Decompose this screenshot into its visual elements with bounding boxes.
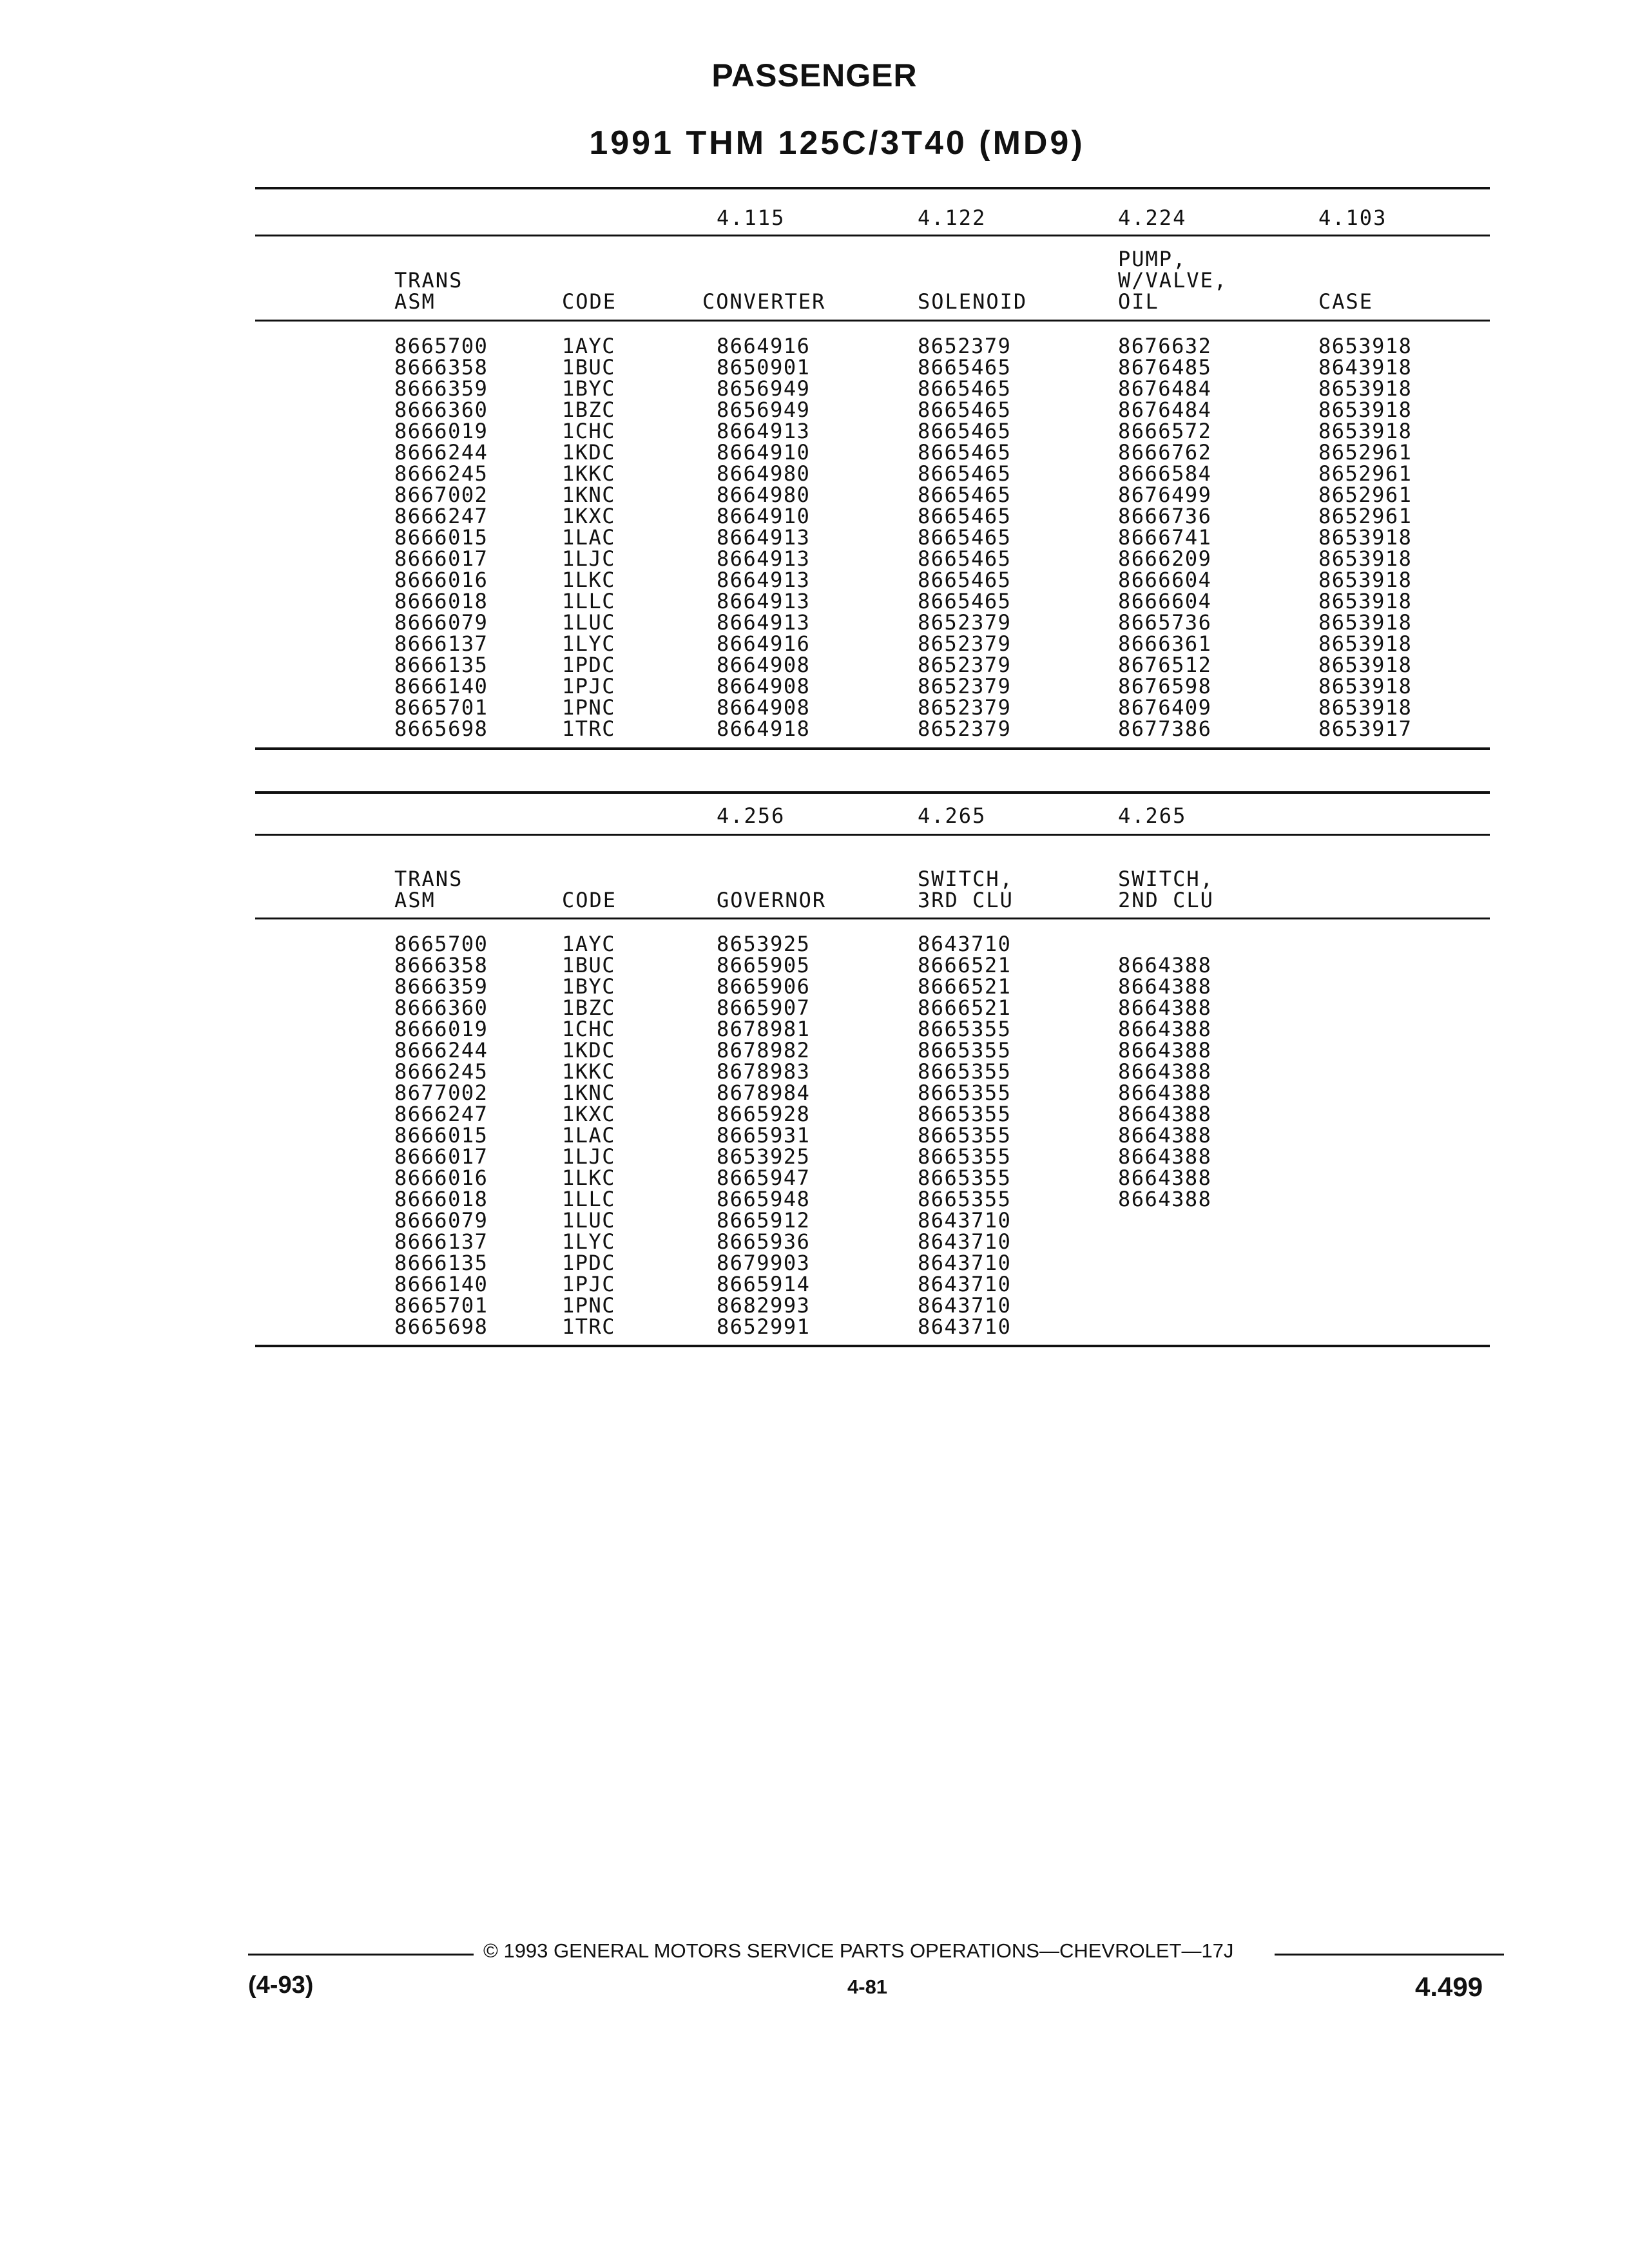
table-cell: 8652991 [717,1314,811,1339]
table-cell: 8652379 [918,695,1012,720]
footer-section-number: 4.499 [1415,1972,1483,2002]
table-2-group-rule [255,834,1490,836]
table-cell: 8666604 [1118,589,1212,613]
table-cell: 8665465 [918,398,1012,422]
table-cell: 8664388 [1118,953,1212,977]
table-cell: 8678982 [717,1038,811,1062]
table-cell: 1AYC [562,334,616,358]
table-cell: 1KNC [562,1081,616,1105]
table-cell: 8666358 [394,953,488,977]
table-cell: 8666521 [918,995,1012,1020]
table-cell: 8678984 [717,1081,811,1105]
table-cell: 8666018 [394,589,488,613]
table-cell: 8666359 [394,376,488,401]
table-cell: 8664908 [717,674,811,698]
column-trans-asm [394,934,488,1338]
table-cell: 8676499 [1118,483,1212,507]
table-cell: 8652961 [1318,440,1412,465]
table-cell: 8653918 [1318,568,1412,592]
table-cell: 8666360 [394,995,488,1020]
table-cell: 8666244 [394,440,488,465]
column-header-converter: CONVERTER [702,289,826,314]
table-cell: 1LLC [562,1187,616,1211]
table-cell: 8664913 [717,525,811,550]
table-cell: 8665355 [918,1081,1012,1105]
table-cell: 8666017 [394,546,488,571]
table-cell: 8666361 [1118,631,1212,656]
table-2-bottom-rule [255,1345,1490,1347]
footer-copyright: © 1993 GENERAL MOTORS SERVICE PARTS OPERATIONS—CHEVROLET—17J [483,1939,1234,1962]
table-cell: 1KDC [562,1038,616,1062]
table-cell: 1TRC [562,716,616,741]
table-cell: 8665355 [918,1144,1012,1169]
table-cell: 8664388 [1118,995,1212,1020]
table-cell: 8653925 [717,1144,811,1169]
table-cell: 8666244 [394,1038,488,1062]
table-cell: 8667002 [394,483,488,507]
table-cell: 8650901 [717,355,811,380]
table-cell: 8682993 [717,1293,811,1318]
table-cell: 8665465 [918,355,1012,380]
table-cell [1118,1210,1211,1231]
table-cell: 1PJC [562,1272,616,1296]
table-cell: 8652379 [918,653,1012,677]
table-cell: 8665355 [918,1123,1012,1148]
table-cell [1118,934,1211,955]
table-cell: 8666741 [1118,525,1212,550]
table-cell: 1LUC [562,1208,616,1233]
column-header-trans-asm: TRANS ASM [394,867,463,912]
column-header-code: CODE [562,289,617,314]
table-cell: 8664908 [717,653,811,677]
table-cell: 8665701 [394,1293,488,1318]
table-cell: 8666135 [394,1251,488,1275]
table-cell [1118,1274,1211,1295]
table-cell: 1LKC [562,568,616,592]
group-number: 4.256 [717,803,786,828]
table-cell: 8664388 [1118,1059,1212,1084]
table-cell: 8664388 [1118,1144,1212,1169]
column-header-solenoid: SOLENOID [918,289,1028,314]
column-code [562,934,615,1338]
table-cell: 8665465 [918,546,1012,571]
table-cell: 1LLC [562,589,616,613]
table-cell: 8653918 [1318,653,1412,677]
table-cell: 8666019 [394,1017,488,1041]
table-cell: 8653918 [1318,398,1412,422]
table-cell: 1LYC [562,1229,616,1254]
table-cell: 8653918 [1318,589,1412,613]
column-converter [717,336,810,740]
table-cell: 8666247 [394,504,488,528]
table-cell: 8676632 [1118,334,1212,358]
table-cell: 1TRC [562,1314,616,1339]
table-cell: 8643918 [1318,355,1412,380]
table-cell: 8664913 [717,610,811,635]
table-cell: 8676512 [1118,653,1212,677]
table-cell: 8665355 [918,1059,1012,1084]
table-cell: 1BYC [562,974,616,999]
table-cell: 1LAC [562,525,616,550]
table-cell: 8652379 [918,334,1012,358]
table-cell: 1KXC [562,1102,616,1126]
table-cell: 8664980 [717,461,811,486]
table-cell: 8666015 [394,525,488,550]
table-cell: 8676409 [1118,695,1212,720]
page-category: PASSENGER [711,57,918,93]
table-cell: 8666245 [394,1059,488,1084]
table-cell: 8664916 [717,334,811,358]
table-cell: 8664388 [1118,1166,1212,1190]
group-number: 4.122 [918,206,987,230]
column-switch-2nd-clu [1118,934,1211,1338]
table-cell: 8652961 [1318,461,1412,486]
table-cell: 8676484 [1118,398,1212,422]
table-cell: 1BUC [562,355,616,380]
table-cell: 8664918 [717,716,811,741]
table-cell: 8653917 [1318,716,1412,741]
table-cell: 8664913 [717,589,811,613]
table-1-bottom-rule [255,747,1490,750]
table-cell: 8653918 [1318,631,1412,656]
table-cell: 8666762 [1118,440,1212,465]
footer-rule-left [248,1954,474,1956]
table-cell [1118,1316,1211,1338]
table-cell: 8665465 [918,440,1012,465]
table-cell: 8665906 [717,974,811,999]
table-cell: 8643710 [918,1293,1012,1318]
table-cell: 8666209 [1118,546,1212,571]
table-cell: 8666135 [394,653,488,677]
table-cell: 8665700 [394,932,488,956]
table-cell: 8664388 [1118,974,1212,999]
table-cell: 8664388 [1118,1081,1212,1105]
table-cell: 8678981 [717,1017,811,1041]
table-cell: 8653918 [1318,674,1412,698]
table-2-header-rule [255,918,1490,919]
table-cell: 8676598 [1118,674,1212,698]
table-cell: 8664388 [1118,1123,1212,1148]
table-cell: 8666137 [394,1229,488,1254]
group-number: 4.265 [1118,803,1187,828]
table-cell: 8679903 [717,1251,811,1275]
table-cell [1118,1253,1211,1274]
table-cell: 8666016 [394,568,488,592]
group-number: 4.265 [918,803,987,828]
table-cell: 8665465 [918,504,1012,528]
table-cell: 8656949 [717,376,811,401]
column-header-trans-asm: TRANS ASM [394,268,463,314]
table-cell: 8665465 [918,483,1012,507]
table-cell: 8665465 [918,461,1012,486]
table-cell: 8665465 [918,589,1012,613]
table-cell: 8664913 [717,419,811,443]
table-1-header-rule [255,320,1490,322]
table-cell: 8665700 [394,334,488,358]
table-cell: 8665355 [918,1102,1012,1126]
table-cell: 8643710 [918,1272,1012,1296]
table-cell: 1AYC [562,932,616,956]
table-cell: 8666137 [394,631,488,656]
table-cell: 1KNC [562,483,616,507]
table-cell: 8652961 [1318,504,1412,528]
table-cell: 8643710 [918,1314,1012,1339]
column-governor [717,934,810,1338]
table-cell: 8653918 [1318,376,1412,401]
table-cell: 8666079 [394,1208,488,1233]
table-cell: 8666521 [918,974,1012,999]
table-cell: 1LKC [562,1166,616,1190]
table-cell: 8664916 [717,631,811,656]
table-cell: 1BYC [562,376,616,401]
footer-page-number: 4-81 [847,1975,888,1998]
table-cell: 8652379 [918,610,1012,635]
table-cell: 1BZC [562,398,616,422]
table-cell: 8664388 [1118,1038,1212,1062]
column-code [562,336,615,740]
footer-date-code: (4-93) [248,1972,314,1999]
table-cell: 8666245 [394,461,488,486]
table-cell: 8666572 [1118,419,1212,443]
table-1-top-rule [255,187,1490,189]
table-cell: 8665465 [918,525,1012,550]
table-cell: 8643710 [918,932,1012,956]
table-cell: 1CHC [562,1017,616,1041]
table-2-top-rule [255,791,1490,794]
table-cell: 8665928 [717,1102,811,1126]
group-number: 4.103 [1318,206,1387,230]
table-cell: 8653918 [1318,419,1412,443]
table-cell: 8643710 [918,1208,1012,1233]
table-cell: 8665465 [918,376,1012,401]
table-cell: 8664388 [1118,1102,1212,1126]
table-cell: 8656949 [717,398,811,422]
table-cell: 8665947 [717,1166,811,1190]
table-cell: 8665936 [717,1229,811,1254]
table-cell: 8665355 [918,1187,1012,1211]
table-cell: 8653918 [1318,610,1412,635]
table-cell: 8665355 [918,1017,1012,1041]
table-cell: 1KKC [562,461,616,486]
table-cell: 8653918 [1318,334,1412,358]
table-cell: 8676484 [1118,376,1212,401]
column-header-switch-2nd-clu: SWITCH, 2ND CLU [1118,867,1214,912]
table-cell: 8652379 [918,716,1012,741]
table-cell: 1LJC [562,546,616,571]
table-cell: 8664980 [717,483,811,507]
table-cell [1118,1295,1211,1316]
table-cell: 8665912 [717,1208,811,1233]
column-pump [1118,336,1211,740]
table-cell: 8678983 [717,1059,811,1084]
table-cell: 8666359 [394,974,488,999]
table-cell: 1BZC [562,995,616,1020]
footer-rule-right [1275,1954,1504,1956]
table-cell: 1PDC [562,1251,616,1275]
column-header-code: CODE [562,888,617,912]
table-cell: 8664913 [717,568,811,592]
table-cell: 8665698 [394,716,488,741]
table-cell [1118,1231,1211,1253]
column-header-pump: PUMP, W/VALVE, OIL [1118,247,1228,314]
table-cell: 8665931 [717,1123,811,1148]
table-cell: 8666358 [394,355,488,380]
table-cell: 1KXC [562,504,616,528]
table-cell: 8653918 [1318,695,1412,720]
column-trans-asm [394,336,488,740]
table-cell: 8664388 [1118,1017,1212,1041]
table-cell: 8666247 [394,1102,488,1126]
table-cell: 8643710 [918,1229,1012,1254]
table-cell: 8664908 [717,695,811,720]
table-cell: 8643710 [918,1251,1012,1275]
table-cell: 8677386 [1118,716,1212,741]
table-cell: 8664388 [1118,1187,1212,1211]
table-cell: 8653925 [717,932,811,956]
column-header-governor: GOVERNOR [717,888,827,912]
table-cell: 8665914 [717,1272,811,1296]
table-cell: 8666079 [394,610,488,635]
table-cell: 8666017 [394,1144,488,1169]
table-cell: 8666018 [394,1187,488,1211]
table-cell: 1PDC [562,653,616,677]
table-cell: 8676485 [1118,355,1212,380]
table-cell: 8665465 [918,568,1012,592]
table-cell: 8664913 [717,546,811,571]
table-cell: 8664910 [717,504,811,528]
table-cell: 8665465 [918,419,1012,443]
table-cell: 8666736 [1118,504,1212,528]
table-cell: 8666584 [1118,461,1212,486]
table-cell: 1BUC [562,953,616,977]
table-cell: 1CHC [562,419,616,443]
table-cell: 8666360 [394,398,488,422]
table-cell: 8665701 [394,695,488,720]
table-cell: 1LUC [562,610,616,635]
table-cell: 8666019 [394,419,488,443]
table-cell: 1PNC [562,1293,616,1318]
table-cell: 8652961 [1318,483,1412,507]
group-number: 4.115 [717,206,786,230]
table-cell: 8666521 [918,953,1012,977]
table-cell: 8666016 [394,1166,488,1190]
table-cell: 8666015 [394,1123,488,1148]
table-cell: 1LAC [562,1123,616,1148]
table-cell: 8665355 [918,1166,1012,1190]
column-switch-3rd-clu [918,934,1011,1338]
column-solenoid [918,336,1011,740]
group-number: 4.224 [1118,206,1187,230]
table-cell: 8653918 [1318,525,1412,550]
table-cell: 8677002 [394,1081,488,1105]
table-cell: 8653918 [1318,546,1412,571]
table-cell: 8665948 [717,1187,811,1211]
table-cell: 1KKC [562,1059,616,1084]
table-cell: 1PJC [562,674,616,698]
page-title: 1991 THM 125C/3T40 (MD9) [589,124,1085,162]
table-cell: 8666140 [394,1272,488,1296]
table-cell: 1PNC [562,695,616,720]
table-cell: 8665355 [918,1038,1012,1062]
table-cell: 8666604 [1118,568,1212,592]
table-cell: 1LYC [562,631,616,656]
table-1-group-rule [255,235,1490,236]
table-cell: 8666140 [394,674,488,698]
table-cell: 8665907 [717,995,811,1020]
column-header-switch-3rd-clu: SWITCH, 3RD CLU [918,867,1014,912]
table-cell: 8652379 [918,674,1012,698]
table-cell: 1LJC [562,1144,616,1169]
table-cell: 8665736 [1118,610,1212,635]
table-cell: 8665698 [394,1314,488,1339]
table-cell: 8665905 [717,953,811,977]
table-cell: 1KDC [562,440,616,465]
table-cell: 8652379 [918,631,1012,656]
table-cell: 8664910 [717,440,811,465]
column-header-case: CASE [1318,289,1374,314]
column-case [1318,336,1412,740]
